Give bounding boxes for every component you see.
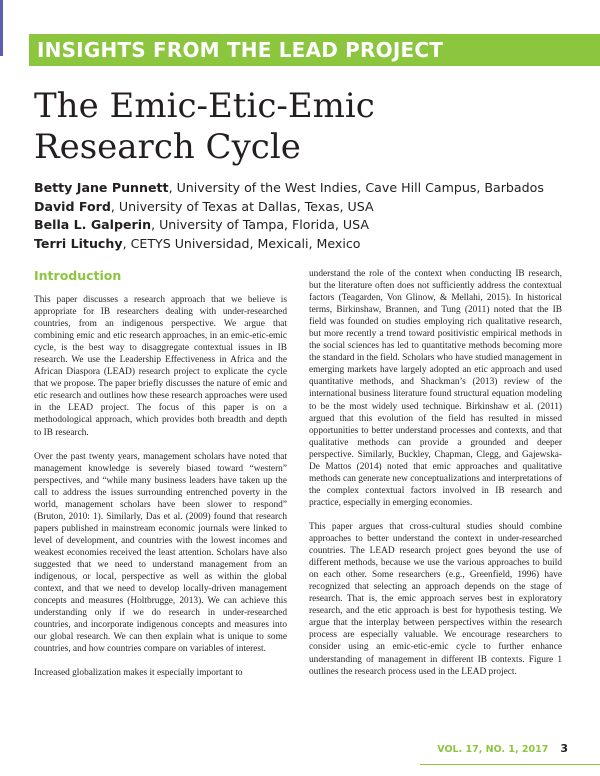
author-name: Betty Jane Punnett bbox=[34, 180, 169, 195]
author-affiliation: , University of the West Indies, Cave Hill Campus, Barbados bbox=[168, 180, 544, 195]
left-column bbox=[34, 268, 287, 680]
section-banner bbox=[29, 34, 600, 66]
paragraph-5: This paper argues that cross-cultural studies should combine approaches to better understand the context in under-researched countries. The LEAD research project goes beyond the use of different methods, because we use the various approaches to build on each other. Some researchers (e.g., Greenfield, 1996) have recognized that selecting an approach depends on the stage of research. That is, the emic approach serves best in exploratory research, and the etic approach is best for hypothesis testing. We argue that the interplay between perspectives within the research process are especially valuable. We encourage researchers to consider using an emic-etic-emic cycle to further enhance understanding of management in different IB contexts. Figure 1 outlines the research process used in the LEAD project. bbox=[309, 521, 562, 677]
article-title bbox=[34, 86, 574, 168]
author-1 bbox=[34, 179, 544, 198]
paragraph-4: understand the role of the context when conducting IB research, but the literature often does not sufficiently address the contextual factors (Teagarden, Von Glinow, & Mellahi, 2015). In historical terms, Birkinshaw, Brannen, and Tung (2011) noted that the IB field was founded on studies employing rich qualitative research, but more recently a trend toward positivistic empirical methods in the social sciences has led to quantitative methods becoming more the standard in the field. Scholars who have studied management in emerging markets have largely adopted an etic approach and used quantitative methods, and Shackman’s (2013) review of the international business literature found structural equation modeling to be the most widely used technique. Birkinshaw et al. (2011) argued that this evolution of the field has resulted in missed opportunities to better understand processes and contexts, and that qualitative methods can provide a grounded and deeper perspective. Similarly, Buckley, Chapman, Clegg, and Gajewska-De Mattos (2014) noted that emic approaches and qualitative methods can generate new conceptualizations and interpretations of the complex contextual factors involved in IB research and practice, especially in emerging economies. bbox=[309, 269, 562, 508]
issue-label: VOL. 17, NO. 1, 2017 bbox=[437, 744, 549, 755]
section-heading: Introduction bbox=[34, 268, 122, 283]
author-list bbox=[34, 179, 544, 253]
page-footer bbox=[437, 742, 568, 755]
title-line-2: Research Cycle bbox=[34, 127, 301, 167]
paragraph-1: This paper discusses a research approach that we believe is appropriate for IB researchers dealing with under-researched countries, from an indigenous perspective. We argue that combining emic and etic research approaches, in an emic-etic-emic cycle, is the best way to disaggregate contextual issues in IB research. We use the Leadership Effectiveness in Africa and the African Diaspora (LEAD) research project to explicate the cycle that we propose. The paper briefly discusses the nature of emic and etic research and outlines how these research approaches were used in the LEAD project. The focus of this paper is on a methodological approach, which provides both breadth and depth to IB research. bbox=[34, 295, 287, 438]
author-affiliation: , CETYS Universidad, Mexicali, Mexico bbox=[122, 235, 361, 251]
paragraph-2: Over the past twenty years, management scholars have noted that management knowledge is severely biased toward “western” perspectives, and “while many business leaders have taken up the call to address the issues surrounding entrenched poverty in the world, management scholars have been slower to respond” (Bruton, 2010: 1). Similarly, Das et al. (2009) found that research papers published in mainstream economic journals were linked to level of development, and countries with the lowest incomes and weakest economies received the least attention. Scholars have also suggested that we need to understand management from an indigenous, or local, perspective as well as within the global context, and that we need to develop locally-driven management concepts and measures (Holtbrugge, 2013). We can achieve this understanding only if we do research in under-researched countries, and incorporate indigenous concepts and measures into our global research. We can then explain what is unique to some countries, and how countries compare on variables of interest. bbox=[34, 451, 287, 655]
author-affiliation: , University of Tampa, Florida, USA bbox=[151, 217, 369, 232]
author-2 bbox=[34, 198, 544, 217]
author-4 bbox=[34, 235, 544, 254]
author-name: Terri Lituchy bbox=[34, 235, 123, 251]
page-number: 3 bbox=[560, 742, 568, 755]
right-column bbox=[309, 268, 562, 678]
page-edge-line bbox=[0, 0, 3, 56]
author-3 bbox=[34, 216, 544, 235]
title-line-1: The Emic-Etic-Emic bbox=[34, 86, 375, 126]
author-affiliation: , University of Texas at Dallas, Texas, USA bbox=[110, 198, 374, 214]
author-name: Bella L. Galperin bbox=[34, 217, 152, 232]
footer-rule bbox=[420, 764, 600, 765]
author-name: David Ford bbox=[34, 198, 111, 214]
banner-title: INSIGHTS FROM THE LEAD PROJECT bbox=[37, 38, 444, 62]
paragraph-3: Increased globalization makes it especially important to bbox=[34, 668, 243, 679]
